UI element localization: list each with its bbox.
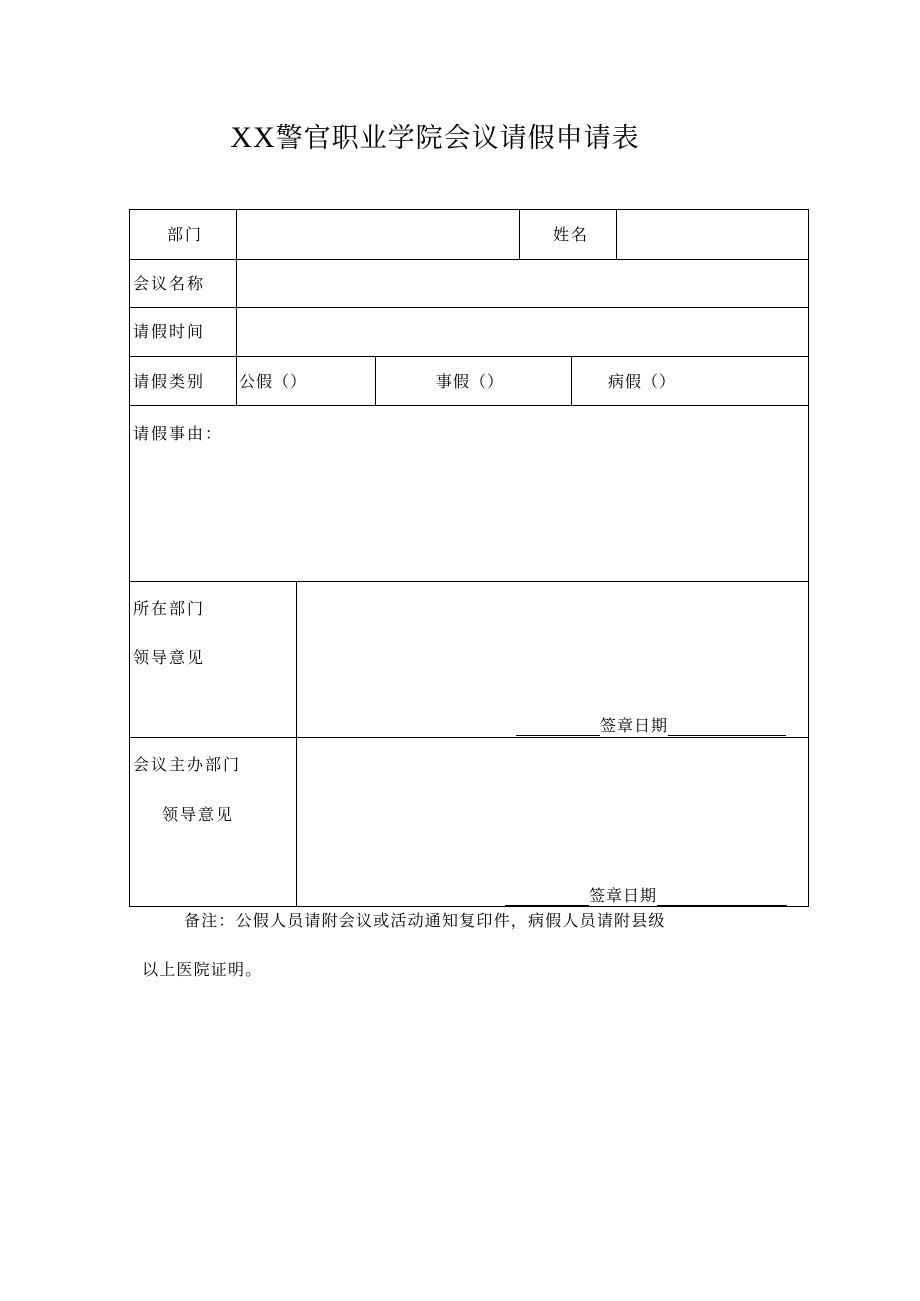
row-divider bbox=[130, 356, 808, 357]
note-line-2: 以上医院证明。 bbox=[142, 960, 263, 979]
leave-application-form bbox=[129, 209, 809, 907]
leave-type-label: 请假类别 bbox=[133, 372, 206, 391]
dept-leader-opinion-field[interactable] bbox=[297, 582, 808, 702]
host-leader-label-line2: 领导意见 bbox=[162, 805, 235, 824]
reason-label: 请假事由： bbox=[133, 424, 224, 443]
column-divider bbox=[519, 210, 520, 259]
dept-leader-signature-line bbox=[516, 716, 786, 736]
signature-blank[interactable] bbox=[505, 887, 589, 906]
department-field[interactable] bbox=[237, 210, 519, 259]
dept-leader-label-line2: 领导意见 bbox=[133, 648, 206, 667]
date-blank[interactable] bbox=[657, 887, 787, 906]
date-blank[interactable] bbox=[668, 717, 786, 736]
leave-time-label: 请假时间 bbox=[133, 322, 206, 341]
meeting-name-field[interactable] bbox=[237, 260, 808, 307]
meeting-name-label: 会议名称 bbox=[133, 274, 206, 293]
name-label: 姓名 bbox=[553, 225, 590, 244]
dept-leader-label-line1: 所在部门 bbox=[133, 599, 206, 618]
row-divider bbox=[130, 405, 808, 406]
name-field[interactable] bbox=[617, 210, 808, 259]
leave-time-field[interactable] bbox=[237, 308, 808, 356]
column-divider bbox=[375, 356, 376, 406]
column-divider bbox=[571, 356, 572, 406]
public-leave-option[interactable]: 公假（） bbox=[239, 372, 308, 391]
reason-field[interactable] bbox=[130, 450, 808, 580]
sign-date-label: 签章日期 bbox=[600, 716, 669, 735]
note-line-1: 备注：公假人员请附会议或活动通知复印件，病假人员请附县级 bbox=[184, 911, 666, 930]
title-main: 警官职业学院会议请假申请表 bbox=[275, 123, 640, 154]
host-leader-opinion-field[interactable] bbox=[297, 738, 808, 873]
sick-leave-option[interactable]: 病假（） bbox=[608, 372, 677, 391]
title-prefix: XX bbox=[230, 121, 276, 154]
host-leader-signature-line bbox=[505, 886, 787, 906]
host-leader-label-line1: 会议主办部门 bbox=[133, 755, 242, 774]
department-label: 部门 bbox=[167, 225, 204, 244]
sign-date-label: 签章日期 bbox=[589, 886, 658, 905]
page-title bbox=[0, 118, 870, 159]
signature-blank[interactable] bbox=[516, 717, 600, 736]
personal-leave-option[interactable]: 事假（） bbox=[436, 372, 505, 391]
